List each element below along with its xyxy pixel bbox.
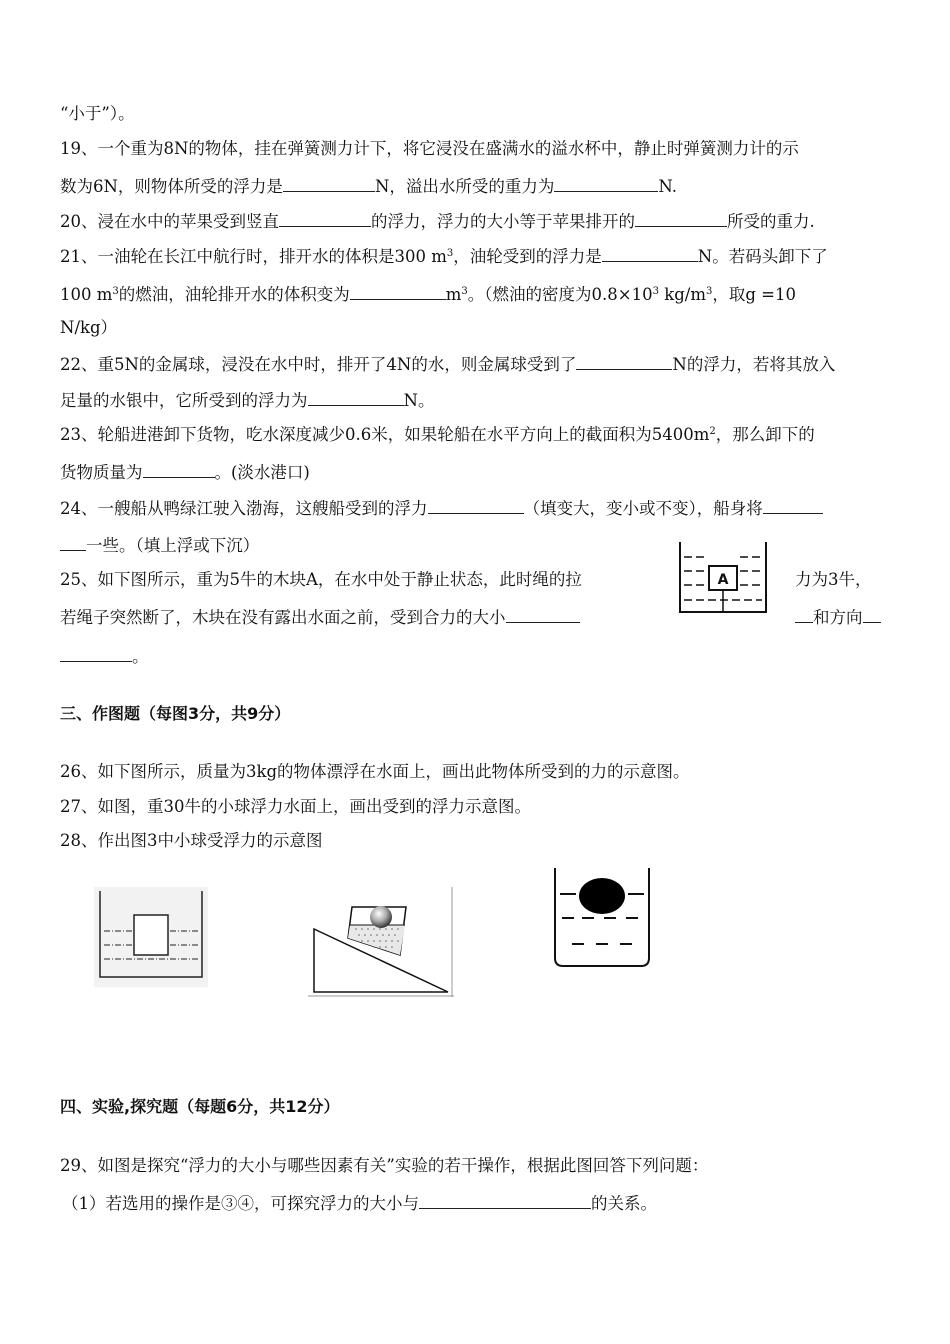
q20-text-a: 20、浸在水中的苹果受到竖直 [60, 212, 279, 231]
block-a-label: A [717, 572, 729, 588]
q21-text-g: 。（燃油的密度为0.8×10 [467, 285, 653, 304]
q20-direction-blank[interactable] [279, 210, 371, 227]
q22-buoyancy-blank[interactable] [576, 353, 672, 370]
q25-beaker-figure [678, 540, 770, 616]
q22-mercury-blank[interactable] [308, 389, 404, 406]
q19-text-b: N，溢出水所受的重力为 [374, 177, 555, 196]
q25-line3 [60, 645, 149, 667]
q24-text-b: （填变大，变小或不变），船身将 [523, 499, 763, 518]
q25-magnitude-blank-b[interactable] [795, 606, 813, 623]
q21-volume-blank[interactable] [350, 283, 446, 300]
floating-block [134, 915, 168, 955]
q23-text-d: 。(淡水港口) [214, 463, 310, 482]
q24-line1 [60, 497, 823, 519]
q23-text-b: ，那么卸下的 [715, 425, 815, 444]
q21-sup-3: 3 [461, 286, 468, 297]
q19-line1: 19、一个重为8N的物体，挂在弹簧测力计下，将它浸没在盛满水的溢水杯中，静止时弹簧测力计的示 [60, 139, 799, 158]
q25-line1-right: 力为3牛， [795, 570, 872, 589]
q20-line [60, 210, 815, 232]
q24-buoyancy-blank[interactable] [428, 497, 524, 514]
q29-part1-text-b: 的关系。 [591, 1194, 657, 1213]
q25-line1-left: 25、如下图所示，重为5牛的木块A，在水中处于静止状态，此时绳的拉 [60, 570, 582, 589]
q24-text-a: 24、一艘船从鸭绿江驶入渤海，这艘船受到的浮力 [60, 499, 428, 518]
q27-text: 27、如图，重30牛的小球浮力水面上，画出受到的浮力示意图。 [60, 797, 531, 816]
q26-text: 26、如下图所示，质量为3kg的物体漂浮在水面上，画出此物体所受到的力的示意图。 [60, 762, 690, 781]
q24-hull-blank-a[interactable] [763, 497, 823, 514]
section3-title: 三、作图题（每图3分，共9分） [60, 704, 291, 723]
q19-buoyancy-blank[interactable] [283, 175, 375, 192]
q24-line2 [60, 534, 259, 556]
q25-text-a: 若绳子突然断了，木块在没有露出水面之前，受到合力的大小 [60, 608, 506, 627]
q21-text-i: ，取g =10 [712, 285, 797, 304]
q23-text-a: 23、轮船进港卸下货物，吃水深度减少0.6米，如果轮船在水平方向上的截面积为5400m [60, 425, 710, 444]
q23-sup: 2 [709, 426, 716, 437]
q25-line2-right [795, 606, 881, 628]
q20-text-b: 的浮力，浮力的大小等于苹果排开的 [371, 212, 635, 231]
q25-net-force-blank[interactable] [506, 606, 580, 623]
q21-sup-2: 3 [112, 286, 119, 297]
q29-part1-text-a: （1）若选用的操作是③④，可探究浮力的大小与 [62, 1194, 419, 1213]
q22-text-c: 足量的水银中，它所受到的浮力为 [60, 391, 308, 410]
q29-text: 29、如图是探究“浮力的大小与哪些因素有关”实验的若干操作，根据此图回答下列问题： [60, 1156, 709, 1175]
floating-ball [370, 906, 392, 928]
q21-text-e: 的燃油，油轮排开水的体积变为 [118, 285, 350, 304]
q24-hull-blank-b[interactable] [60, 534, 86, 551]
q19-text-c: N. [658, 177, 678, 196]
q25-text-c: 。 [132, 647, 149, 666]
q29-relation-blank[interactable] [419, 1192, 591, 1209]
q21-text-d: 100 m [60, 285, 113, 304]
q22-line1 [60, 353, 835, 375]
q25-direction-blank-b[interactable] [60, 645, 132, 662]
q29-part1 [62, 1192, 657, 1214]
q22-text-b: N的浮力，若将其放入 [672, 355, 836, 374]
q25-direction-blank-a[interactable] [863, 606, 881, 623]
section4-title: 四、实验,探究题（每题6分，共12分） [60, 1097, 340, 1116]
q22-text-d: N。 [403, 391, 435, 410]
q22-text-a: 22、重5N的金属球，浸没在水中时，排开了4N的水，则金属球受到了 [60, 355, 577, 374]
q25-line2-left [60, 606, 580, 628]
q21-line1 [60, 245, 828, 267]
q23-line2 [60, 461, 310, 483]
q20-displaced-blank[interactable] [635, 210, 727, 227]
q25-text-b: 和方向 [813, 608, 863, 627]
q19-overflow-weight-blank[interactable] [554, 175, 658, 192]
q23-line1 [60, 425, 815, 445]
q18-tail: “小于”）。 [60, 104, 135, 123]
figure-floating-block [94, 887, 208, 987]
q28-text: 28、作出图3中小球受浮力的示意图 [60, 831, 323, 850]
q19-line2 [60, 175, 677, 197]
q21-buoyancy-blank[interactable] [602, 245, 698, 262]
q23-text-c: 货物质量为 [60, 463, 143, 482]
q22-line2 [60, 389, 434, 411]
q21-text-f: m [445, 285, 462, 304]
figure-incline-ball [308, 887, 454, 997]
q21-sup-1: 3 [446, 248, 454, 259]
q19-text-a: 数为6N，则物体所受的浮力是 [60, 177, 283, 196]
q21-sup-5: 3 [706, 286, 713, 297]
q21-sup-4: 3 [652, 286, 659, 297]
q23-mass-blank[interactable] [143, 461, 215, 478]
floating-dark-ball [579, 878, 625, 914]
q24-text-c: 一些。（填上浮或下沉） [86, 536, 260, 555]
q21-line2 [60, 283, 796, 305]
q21-line3: N/kg） [60, 318, 118, 337]
q21-text-a: 21、一油轮在长江中航行时，排开水的体积是300 m [60, 247, 447, 266]
figure-beaker-ball [552, 866, 652, 970]
q21-text-h: kg/m [658, 285, 706, 304]
q21-text-c: N。若码头卸下了 [697, 247, 828, 266]
q20-text-c: 所受的重力. [727, 212, 815, 231]
q21-text-b: ，油轮受到的浮力是 [453, 247, 602, 266]
